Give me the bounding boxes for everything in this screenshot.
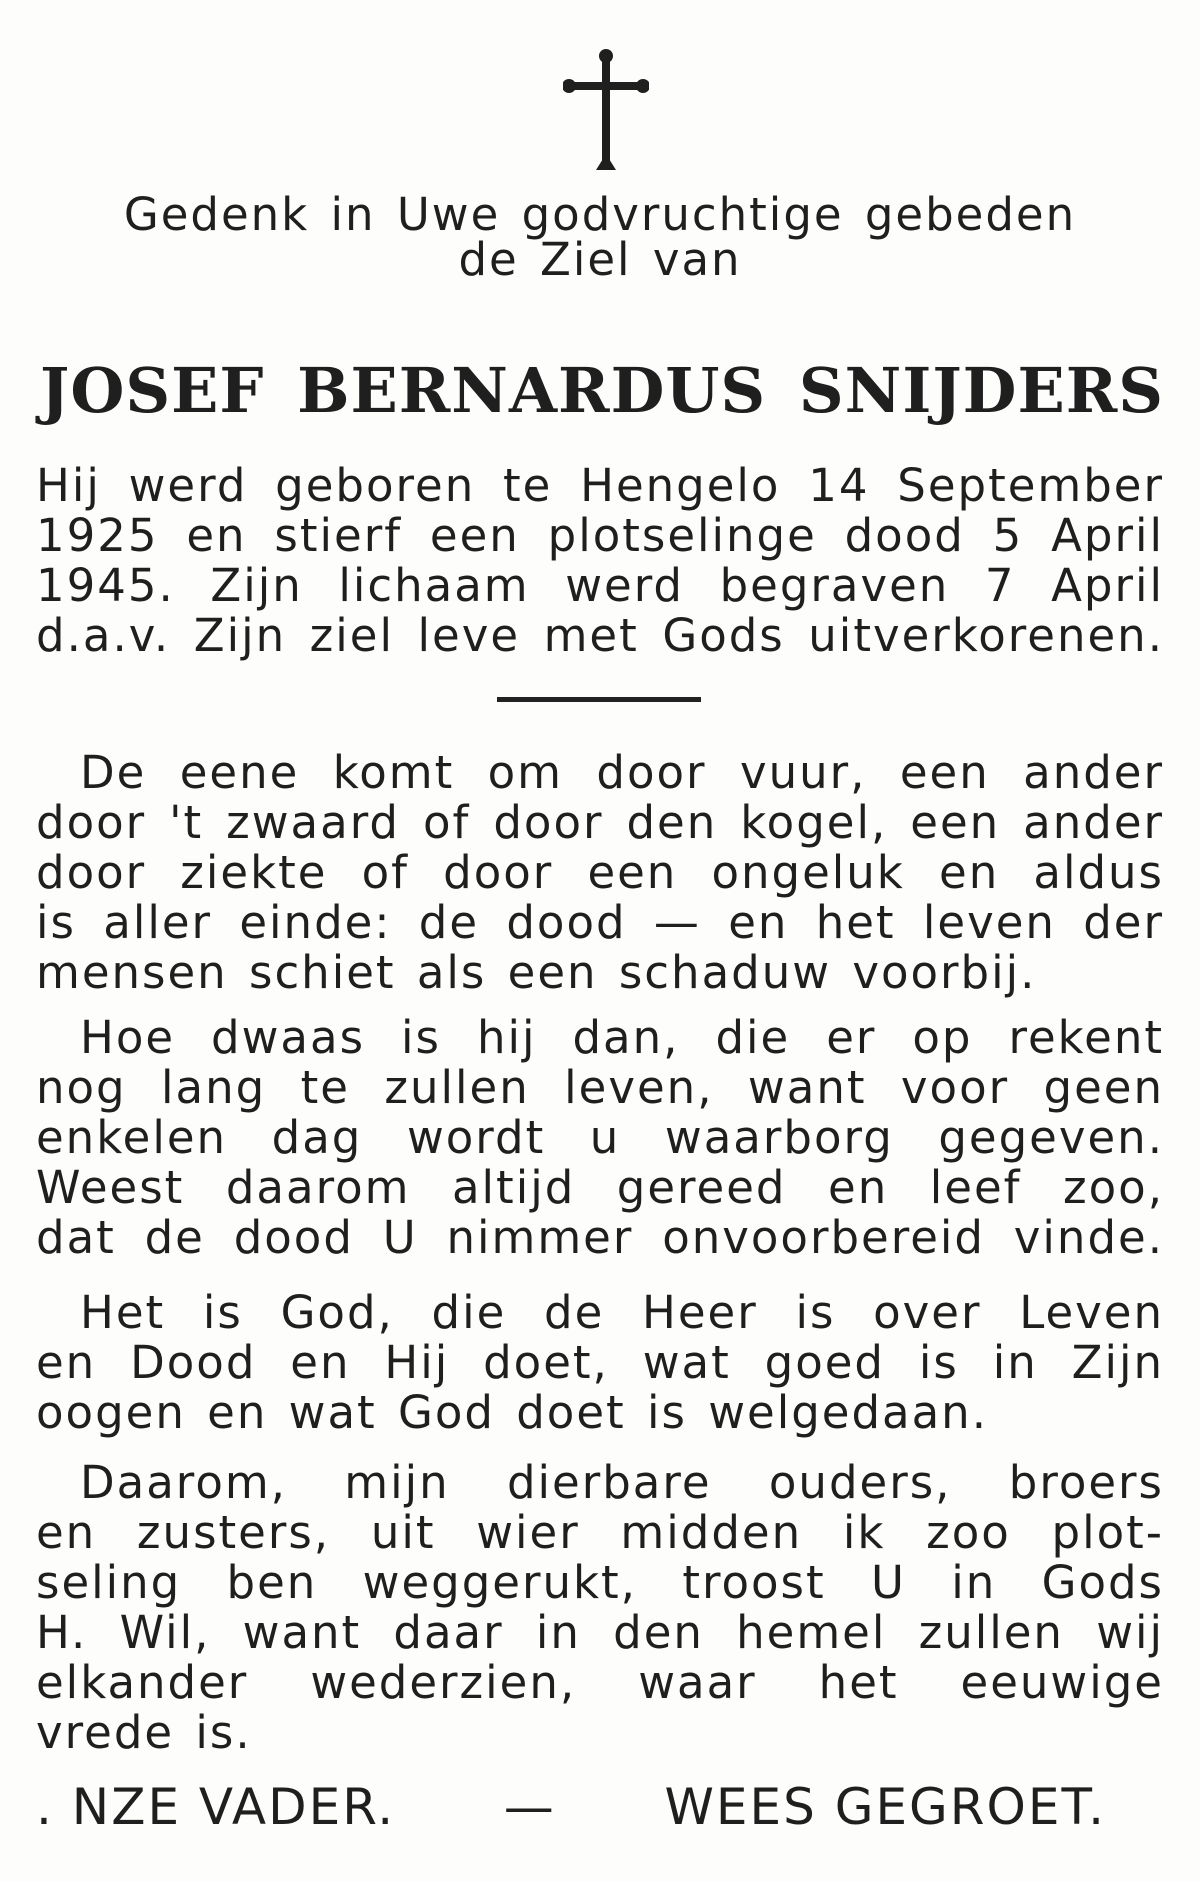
prayer-our-father: . NZE VADER. <box>36 1778 396 1836</box>
biography-line: d.a.v. Zijn ziel leve met Gods uitverkorenen. <box>36 609 1164 662</box>
biography-line: Hij werd geboren te Hengelo 14 September <box>36 459 1164 512</box>
invocation-line: Gedenk in Uwe godvruchtige gebeden <box>123 188 1077 241</box>
text-line: door ziekte of door een ongeluk en aldus <box>36 846 1164 899</box>
text-line: door 't zwaard of door den kogel, een ander <box>36 796 1164 849</box>
invocation-line: de Ziel van <box>458 233 742 286</box>
cross-icon <box>563 48 649 172</box>
text-line: oogen en wat God doet is welgedaan. <box>36 1386 989 1439</box>
closing-prayers <box>36 1778 1106 1836</box>
biography-line: 1925 en stierf een plotselinge dood 5 April <box>36 509 1164 562</box>
text-line: Daarom, mijn dierbare ouders, broers <box>80 1456 1164 1509</box>
text-line: H. Wil, want daar in den hemel zullen wij <box>36 1606 1164 1659</box>
text-line: vrede is. <box>36 1706 252 1759</box>
text-line: Het is God, die de Heer is over Leven <box>80 1286 1164 1339</box>
text-line: en Dood en Hij doet, wat goed is in Zijn <box>36 1336 1164 1389</box>
prayer-separator: — <box>503 1778 556 1836</box>
biography-line: 1945. Zijn lichaam werd begraven 7 April <box>36 559 1164 612</box>
text-line: enkelen dag wordt u waarborg gegeven. <box>36 1111 1164 1164</box>
text-line: nog lang te zullen leven, want voor geen <box>36 1061 1164 1114</box>
text-line: elkander wederzien, waar het eeuwige <box>36 1656 1164 1709</box>
text-line: en zusters, uit wier midden ik zoo plot- <box>36 1506 1164 1559</box>
text-line: Weest daarom altijd gereed en leef zoo, <box>36 1161 1164 1214</box>
text-line: dat de dood U nimmer onvoorbereid vinde. <box>36 1211 1164 1264</box>
text-line: seling ben weggerukt, troost U in Gods <box>36 1556 1164 1609</box>
text-line: Hoe dwaas is hij dan, die er op rekent <box>80 1011 1164 1064</box>
text-line: is aller einde: de dood — en het leven der <box>36 896 1164 949</box>
text-line: mensen schiet als een schaduw voorbij. <box>36 946 1037 999</box>
text-line: De eene komt om door vuur, een ander <box>80 746 1164 799</box>
prayer-hail-mary: WEES GEGROET. <box>664 1778 1106 1836</box>
deceased-name: JOSEF BERNARDUS SNIJDERS <box>40 354 1164 427</box>
divider <box>497 697 701 702</box>
